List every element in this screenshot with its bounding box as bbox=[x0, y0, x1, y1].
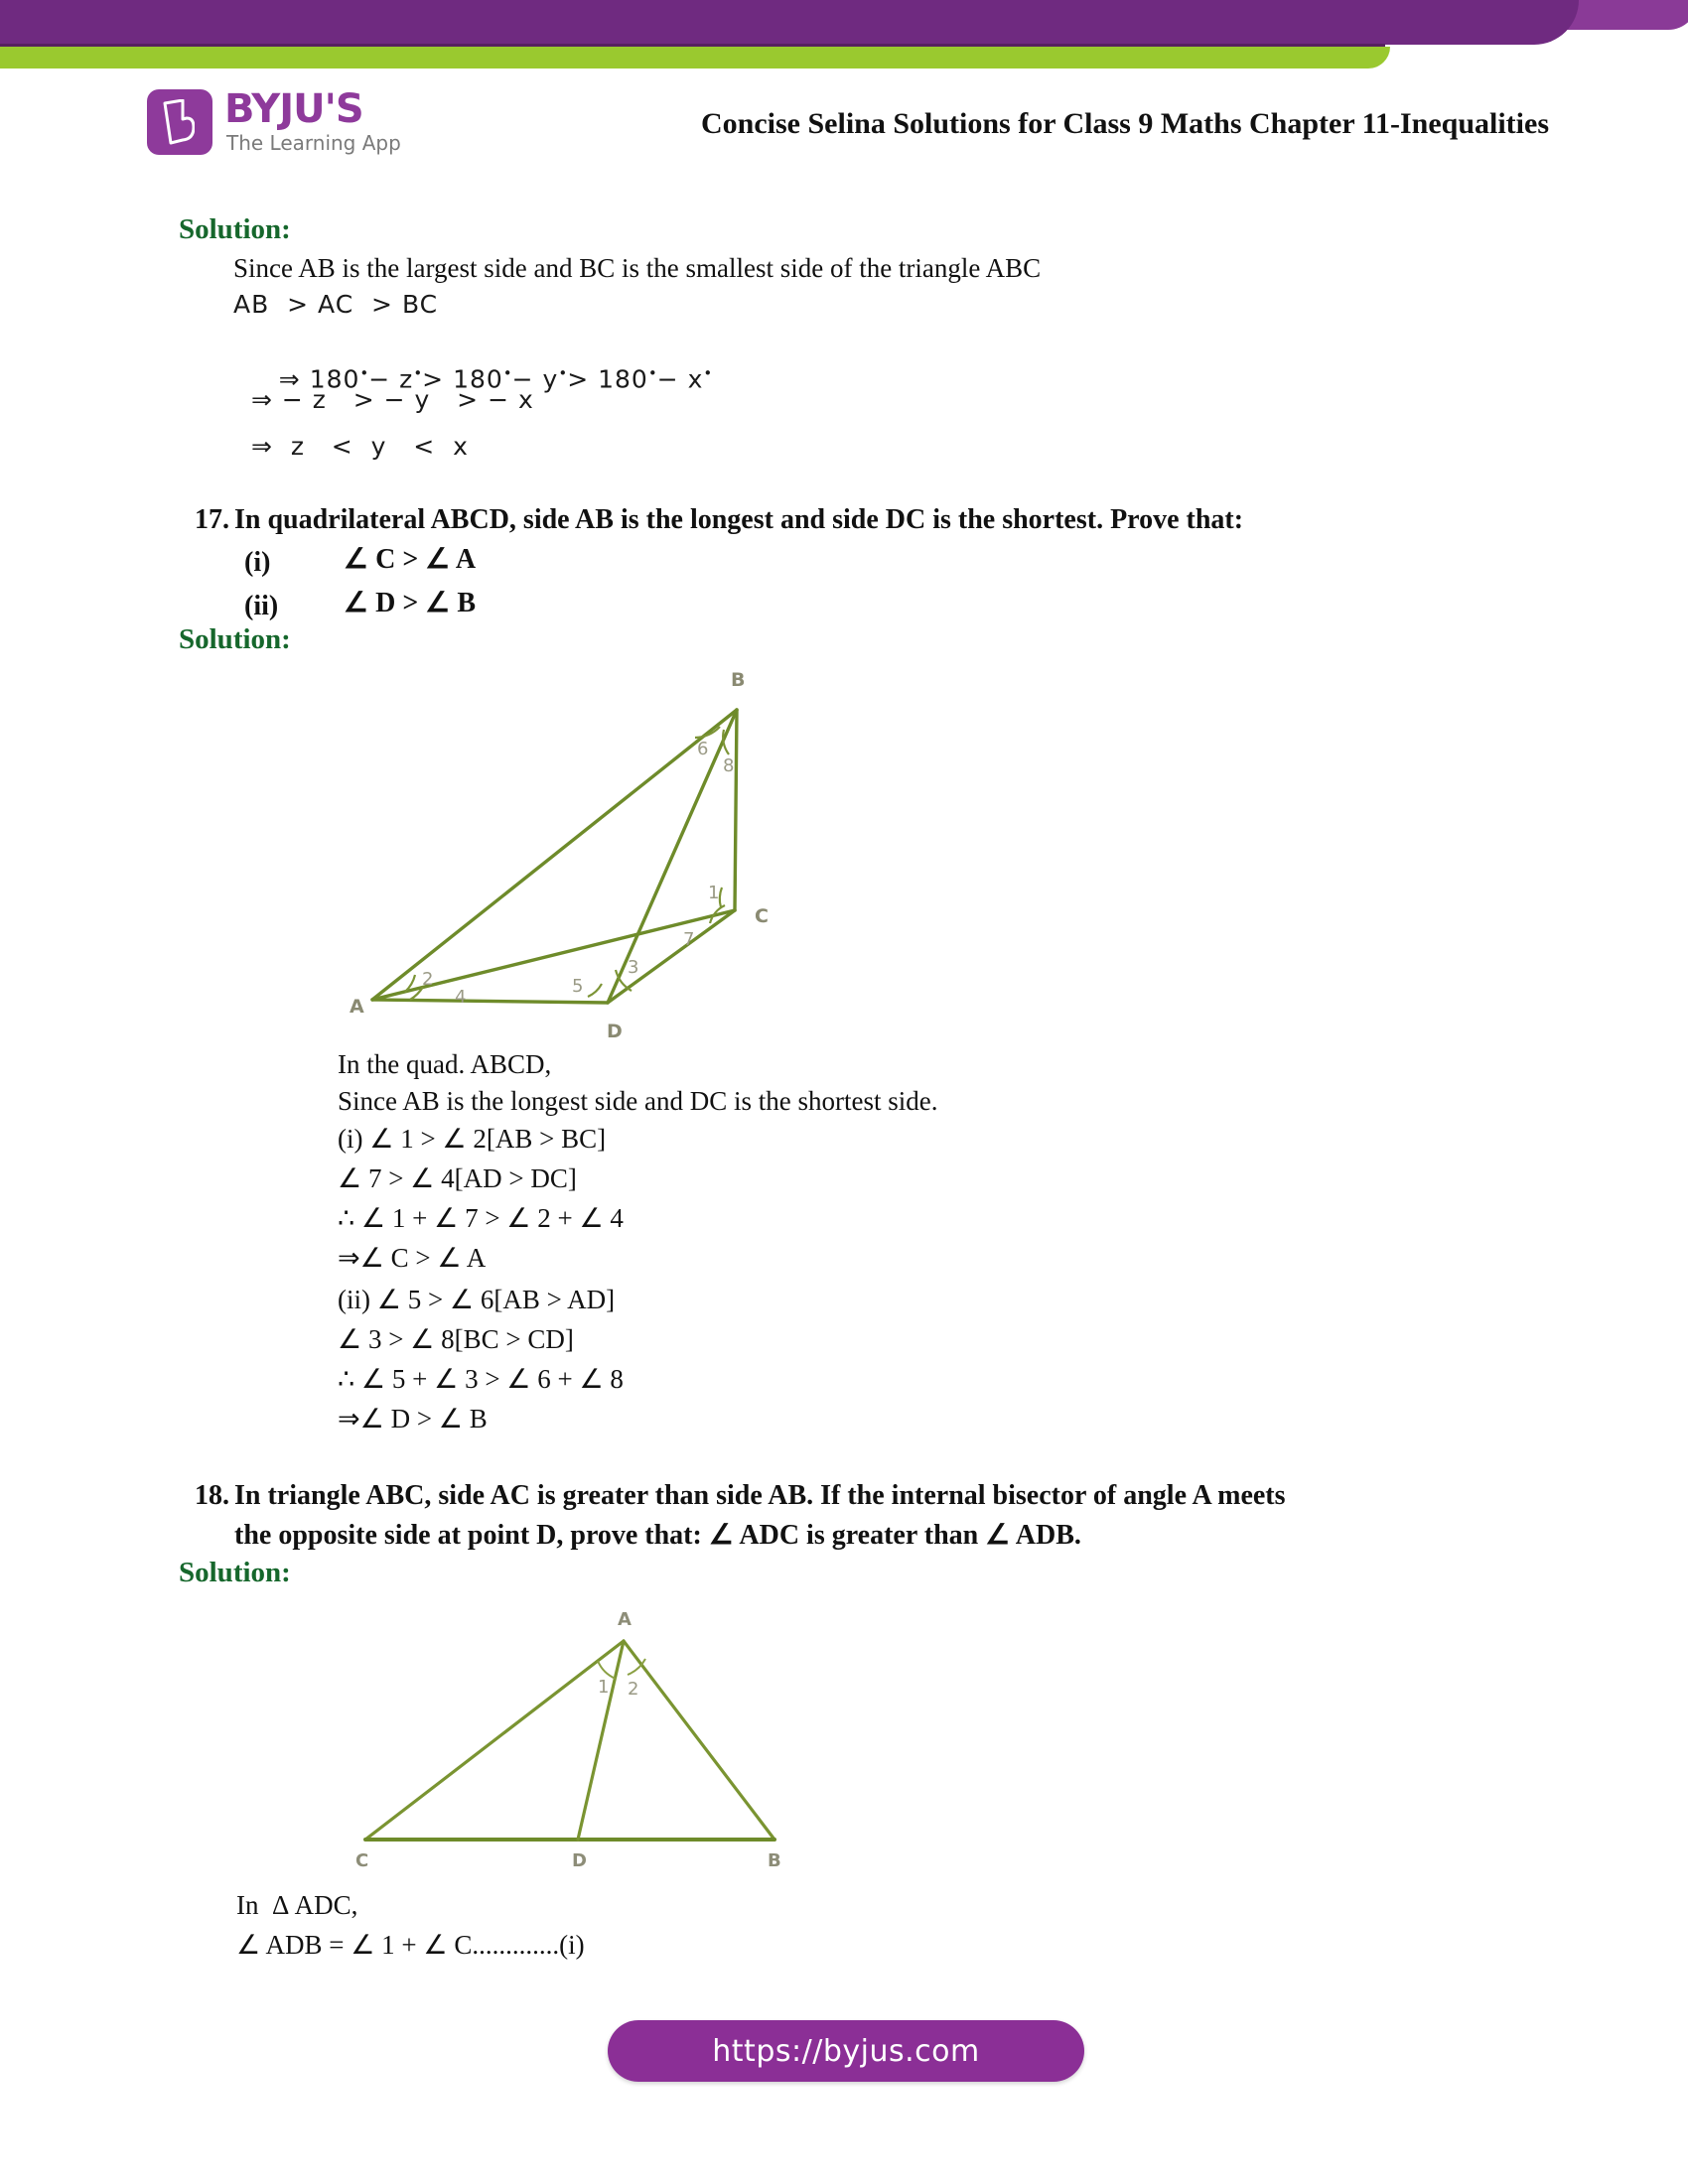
angle-label-2: 2 bbox=[422, 969, 434, 990]
quadrilateral-abcd-diagram bbox=[328, 650, 804, 1057]
q17-proof-line-4: ∴ ∠ 1 + ∠ 7 > ∠ 2 + ∠ 4 bbox=[338, 1203, 624, 1233]
top-decoration-banner bbox=[0, 0, 1688, 69]
vertex-label-a: A bbox=[350, 996, 364, 1018]
question-17-item-1-statement: ∠ D > ∠ B bbox=[344, 588, 477, 618]
decoration-purple-band bbox=[0, 0, 1579, 45]
vertex-label-d: D bbox=[572, 1850, 587, 1871]
vertex-label-d: D bbox=[607, 1021, 623, 1042]
solution-label-q17: Solution: bbox=[179, 623, 291, 655]
q18-proof-line-1: ∠ ADB = ∠ 1 + ∠ C.............(i) bbox=[236, 1930, 585, 1960]
byjus-logo-tagline: The Learning App bbox=[226, 131, 401, 155]
degree-symbol-icon: • bbox=[647, 364, 657, 382]
q18-proof-line-0: In Δ ADC, bbox=[236, 1890, 358, 1920]
question-17-number: 17. bbox=[195, 504, 229, 535]
byjus-url-label: https://byjus.com bbox=[712, 2033, 980, 2069]
angle-label-8: 8 bbox=[723, 755, 735, 776]
solution-top-line5: ⇒ z < y < x bbox=[251, 432, 469, 461]
q17-proof-line-2: (i) ∠ 1 > ∠ 2[AB > BC] bbox=[338, 1124, 607, 1154]
degree-symbol-icon: • bbox=[413, 364, 423, 382]
segment-bc bbox=[735, 710, 737, 910]
q17-proof-line-9: ⇒∠ D > ∠ B bbox=[338, 1404, 488, 1433]
q17-proof-line-8: ∴ ∠ 5 + ∠ 3 > ∠ 6 + ∠ 8 bbox=[338, 1364, 624, 1394]
q17-proof-line-1: Since AB is the longest side and DC is the shortest side. bbox=[338, 1086, 938, 1116]
degree-symbol-icon: • bbox=[703, 364, 713, 382]
q17-proof-line-0: In the quad. ABCD, bbox=[338, 1049, 552, 1079]
degree-symbol-icon: • bbox=[502, 364, 512, 382]
question-18-text-line2: the opposite side at point D, prove that: ∠ ADC is greater than ∠ ADB. bbox=[234, 1520, 1081, 1551]
q17-proof-line-6: (ii) ∠ 5 > ∠ 6[AB > AD] bbox=[338, 1285, 616, 1314]
q17-proof-line-5: ⇒∠ C > ∠ A bbox=[338, 1243, 487, 1273]
angle-label-1: 1 bbox=[598, 1677, 610, 1698]
byjus-logo-mark-icon bbox=[147, 89, 212, 155]
line3-part-c: > 180 bbox=[422, 364, 503, 394]
segment-ab bbox=[624, 1641, 774, 1840]
question-17-item-0-marker: (i) bbox=[244, 547, 271, 578]
degree-symbol-icon: • bbox=[359, 364, 369, 382]
triangle-abc-svg bbox=[328, 1583, 824, 1871]
letter-b-icon bbox=[161, 99, 195, 145]
line3-part-b: − z bbox=[368, 364, 414, 394]
line3-part-f: − x bbox=[656, 364, 704, 394]
decoration-green-band bbox=[0, 47, 1390, 68]
solution-label-top: Solution: bbox=[179, 213, 291, 245]
solution-top-line1: Since AB is the largest side and BC is the smallest side of the triangle ABC bbox=[233, 253, 1042, 283]
page-title: Concise Selina Solutions for Class 9 Maths Chapter 11-Inequalities bbox=[701, 107, 1549, 140]
angle-label-2: 2 bbox=[628, 1679, 639, 1700]
angle-arc-1 bbox=[720, 887, 722, 907]
question-18-number: 18. bbox=[195, 1480, 229, 1511]
angle-label-3: 3 bbox=[628, 957, 639, 978]
vertex-label-c: C bbox=[755, 905, 769, 927]
triangle-abc-bisector-diagram bbox=[328, 1583, 824, 1871]
angle-label-4: 4 bbox=[455, 987, 467, 1008]
angle-label-1: 1 bbox=[708, 883, 720, 903]
solution-top-line4: ⇒ − z > − y > − x bbox=[251, 385, 534, 414]
angle-label-6: 6 bbox=[697, 739, 709, 759]
vertex-label-b: B bbox=[768, 1850, 781, 1871]
angle-label-7: 7 bbox=[683, 929, 695, 950]
question-17-item-1-marker: (ii) bbox=[244, 591, 279, 621]
segment-da bbox=[372, 1000, 608, 1003]
vertex-label-b: B bbox=[731, 669, 746, 691]
quadrilateral-abcd-svg bbox=[328, 650, 804, 1057]
angle-label-5: 5 bbox=[572, 976, 584, 997]
solution-label-q18: Solution: bbox=[179, 1557, 291, 1588]
line3-part-d: − y bbox=[511, 364, 559, 394]
q17-proof-line-7: ∠ 3 > ∠ 8[BC > CD] bbox=[338, 1324, 574, 1354]
degree-symbol-icon: • bbox=[558, 364, 568, 382]
q17-proof-line-3: ∠ 7 > ∠ 4[AD > DC] bbox=[338, 1163, 577, 1193]
question-17-item-0-statement: ∠ C > ∠ A bbox=[344, 544, 477, 575]
question-17-text: In quadrilateral ABCD, side AB is the longest and side DC is the shortest. Prove that: bbox=[234, 504, 1244, 535]
vertex-label-a: A bbox=[618, 1609, 632, 1630]
byjus-logo-wordmark: BYJU'S bbox=[224, 86, 363, 132]
byjus-logo bbox=[147, 87, 445, 167]
angle-arc-5 bbox=[588, 984, 602, 997]
question-18-text-line1: In triangle ABC, side AC is greater than side AB. If the internal bisector of angle A meets bbox=[234, 1480, 1286, 1511]
line3-part-e: > 180 bbox=[567, 364, 648, 394]
line3-part-a: ⇒ 180 bbox=[278, 364, 360, 394]
vertex-label-c: C bbox=[355, 1850, 369, 1871]
solution-top-line2: AB > AC > BC bbox=[233, 290, 439, 319]
byjus-url-button[interactable] bbox=[608, 2020, 1084, 2082]
